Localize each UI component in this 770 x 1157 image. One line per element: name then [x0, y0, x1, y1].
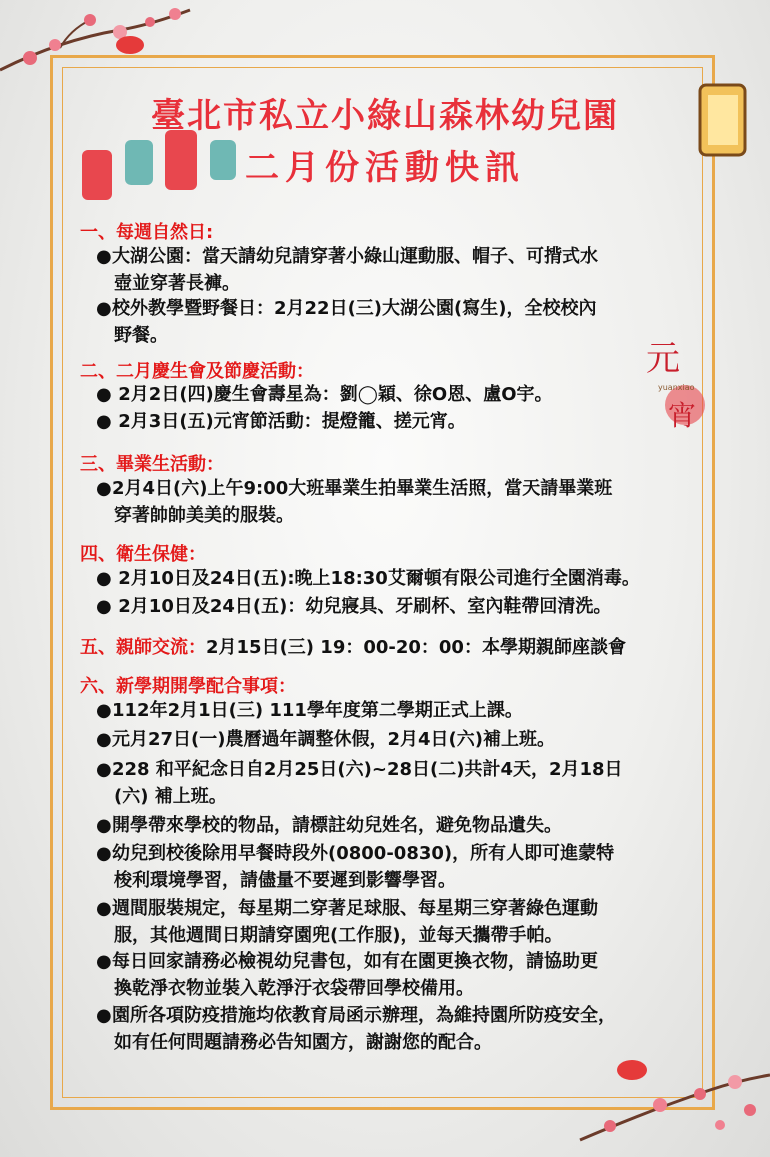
bullet-icon: ●: [96, 729, 112, 750]
bullet-icon: ●: [96, 478, 112, 499]
list-item: ●開學帶來學校的物品，請標註幼兒姓名，避免物品遺失。: [96, 812, 706, 839]
section-heading-3: 三、畢業生活動：: [80, 454, 224, 475]
bullet-icon: ●: [96, 815, 112, 836]
list-item: ●2月4日(六)上午9:00大班畢業生拍畢業生活照，當天請畢業班 穿著帥帥美美的服裝。: [96, 475, 706, 529]
section-heading-4: 四、衛生保健：: [80, 544, 206, 565]
bullet-icon: ●: [96, 246, 112, 267]
list-item: ●幼兒到校後除用早餐時段外(0800-0830)，所有人即可進蒙特 梭利環境學習，請儘量不要遲到影響學習。: [96, 840, 706, 894]
section-heading-6: 六、新學期開學配合事項：: [80, 676, 296, 697]
list-item: ●每日回家請務必檢視幼兒書包，如有在園更換衣物，請協助更 換乾淨衣物並裝入乾淨汙衣袋帶回學校備用。: [96, 948, 706, 1002]
list-item: ●週間服裝規定，每星期二穿著足球服、每星期三穿著綠色運動 服，其他週間日期請穿園兜(工作服)，並每天攜帶手帕。: [96, 895, 706, 949]
yuanxiao-char2: 宵: [668, 399, 697, 432]
section-heading-2: 二、二月慶生會及節慶活動：: [80, 361, 314, 382]
list-item: ● 2月3日(五)元宵節活動：提燈籠、搓元宵。: [96, 408, 706, 435]
list-item: ●園所各項防疫措施均依教育局函示辦理，為維持園所防疫安全， 如有任何問題請務必告知園方，謝謝您的配合。: [96, 1002, 706, 1056]
bullet-icon: ●: [96, 843, 112, 864]
page-title: 臺北市私立小綠山森林幼兒園: [151, 96, 619, 136]
bullet-icon: ●: [96, 596, 112, 617]
bullet-icon: ●: [96, 384, 112, 405]
bullet-icon: ●: [96, 1005, 112, 1026]
bullet-icon: ●: [96, 759, 112, 780]
section-heading-1: 一、每週自然日:: [80, 222, 214, 243]
plum-blossom-top-left-icon: [0, 0, 200, 90]
bullet-icon: ●: [96, 951, 112, 972]
bullet-icon: ●: [96, 298, 112, 319]
list-item: ● 2月10日及24日(五):晚上18:30艾爾頓有限公司進行全園消毒。: [96, 565, 706, 592]
list-item: ●校外教學暨野餐日：2月22日(三)大湖公園(寫生)，全校校內 野餐。: [96, 295, 706, 349]
bullet-icon: ●: [96, 411, 112, 432]
parent-teacher-meeting-text: 2月15日(三) 19：00-20：00：本學期親師座談會: [206, 637, 626, 658]
page-subtitle: 二月份活動快訊: [245, 148, 525, 188]
bullet-icon: ●: [96, 700, 112, 721]
yuanxiao-pinyin: yuanxiao: [658, 383, 695, 392]
list-item: ●228 和平紀念日自2月25日(六)~28日(二)共計4天，2月18日 (六) 補上班。: [96, 756, 706, 810]
list-item: ●112年2月1日(三) 111學年度第二學期正式上課。: [96, 697, 706, 724]
list-item: ●大湖公園：當天請幼兒請穿著小綠山運動服、帽子、可揹式水 壺並穿著長褲。: [96, 243, 706, 297]
section-heading-5: 五、親師交流：2月15日(三) 19：00-20：00：本學期親師座談會: [80, 637, 626, 658]
yuanxiao-char1: 元: [646, 339, 680, 379]
list-item: ●元月27日(一)農曆過年調整休假，2月4日(六)補上班。: [96, 726, 706, 753]
bullet-icon: ●: [96, 898, 112, 919]
list-item: ● 2月2日(四)慶生會壽星為：劉◯穎、徐О恩、盧О宇。: [96, 381, 706, 408]
bullet-icon: ●: [96, 568, 112, 589]
list-item: ● 2月10日及24日(五)：幼兒寢具、牙刷杯、室內鞋帶回清洗。: [96, 593, 706, 620]
